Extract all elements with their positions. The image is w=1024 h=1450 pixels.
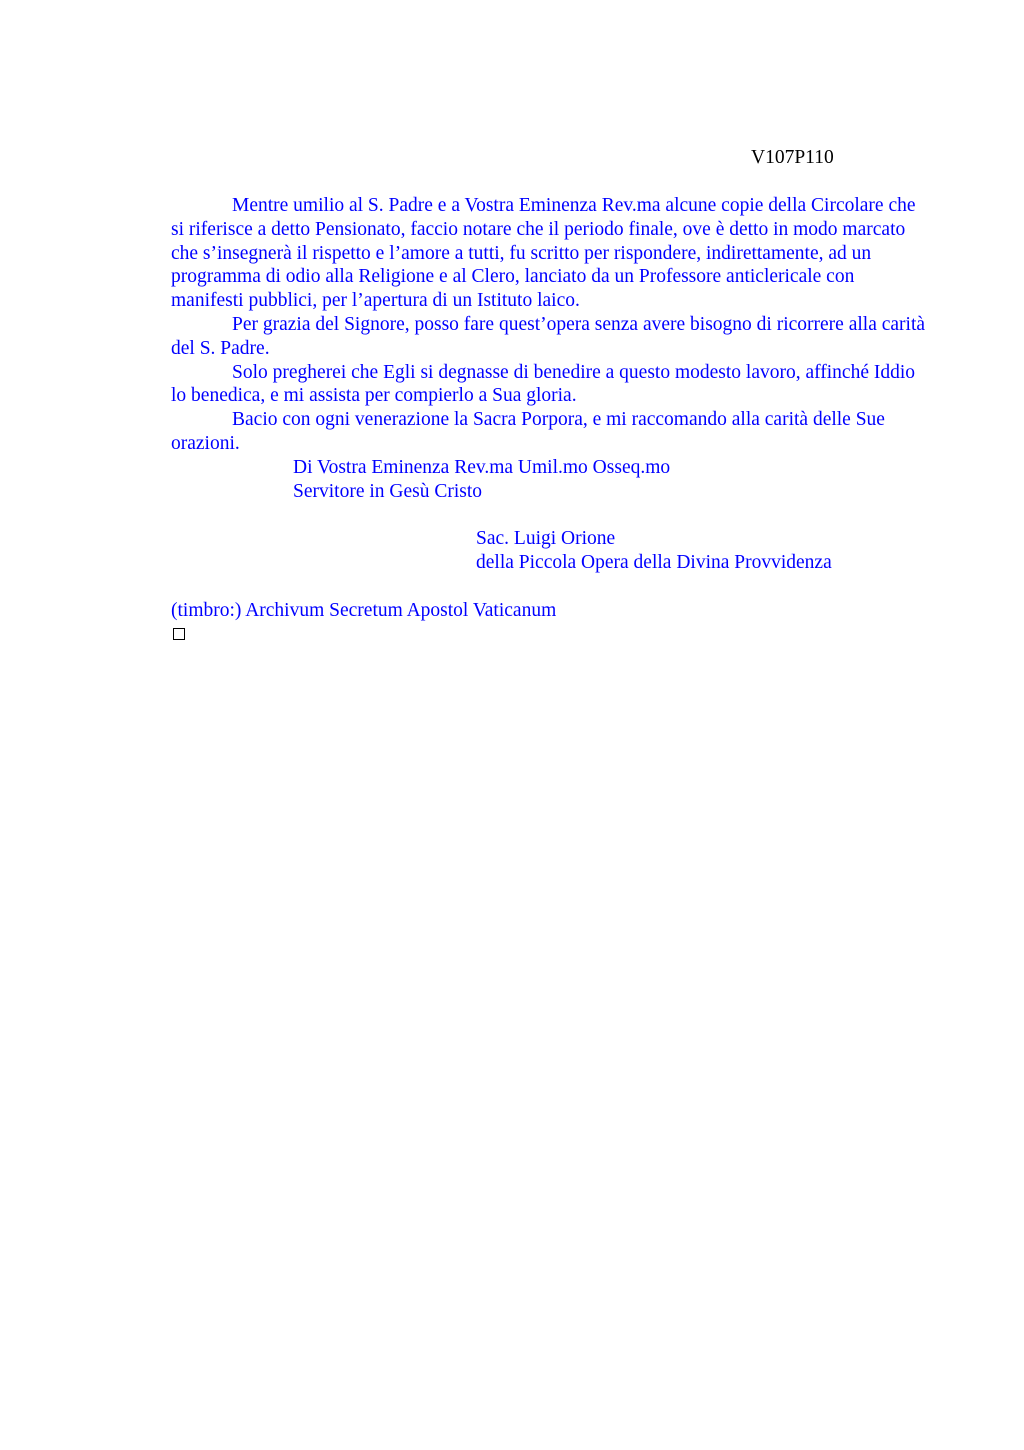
- signature-affiliation: della Piccola Opera della Divina Provvidenza: [476, 551, 832, 573]
- paragraph-1: Mentre umilio al S. Padre e a Vostra Eminenza Rev.ma alcune copie della Circolare che si riferisce a detto Pensionato, faccio notare che il periodo finale, ove è detto in modo marcato che s’insegnerà il rispetto e l’amore a tutti, fu scritto per rispondere, indirettamente, ad un programma di odio alla Religione e al Clero, lanciato da un Professore anticlericale con manifesti pubblici, per l’apertura di un Istituto laico.: [171, 195, 916, 312]
- letter-body: [171, 194, 931, 640]
- paragraph-3: Solo pregherei che Egli si degnasse di benedire a questo modesto lavoro, affinché Iddio lo benedica, e mi assista per compierlo a Sua gloria.: [171, 361, 916, 407]
- signature-name: Sac. Luigi Orione: [476, 528, 616, 550]
- paragraph-2: Per grazia del Signore, posso fare quest’opera senza avere bisogno di ricorrere alla carità del S. Padre.: [171, 313, 926, 359]
- closing-formula: [171, 456, 931, 504]
- end-square-icon: [173, 628, 185, 640]
- closing-line-2: Servitore in Gesù Cristo: [293, 480, 483, 502]
- closing-line-1: Di Vostra Eminenza Rev.ma Umil.mo Osseq.mo: [293, 456, 671, 478]
- stamp-note: (timbro:) Archivum Secretum Apostol Vaticanum: [171, 599, 557, 621]
- paragraph-4: Bacio con ogni venerazione la Sacra Porpora, e mi raccomando alla carità delle Sue orazioni.: [171, 409, 885, 454]
- page-reference: V107P110: [751, 147, 834, 168]
- signature-block: [171, 527, 931, 575]
